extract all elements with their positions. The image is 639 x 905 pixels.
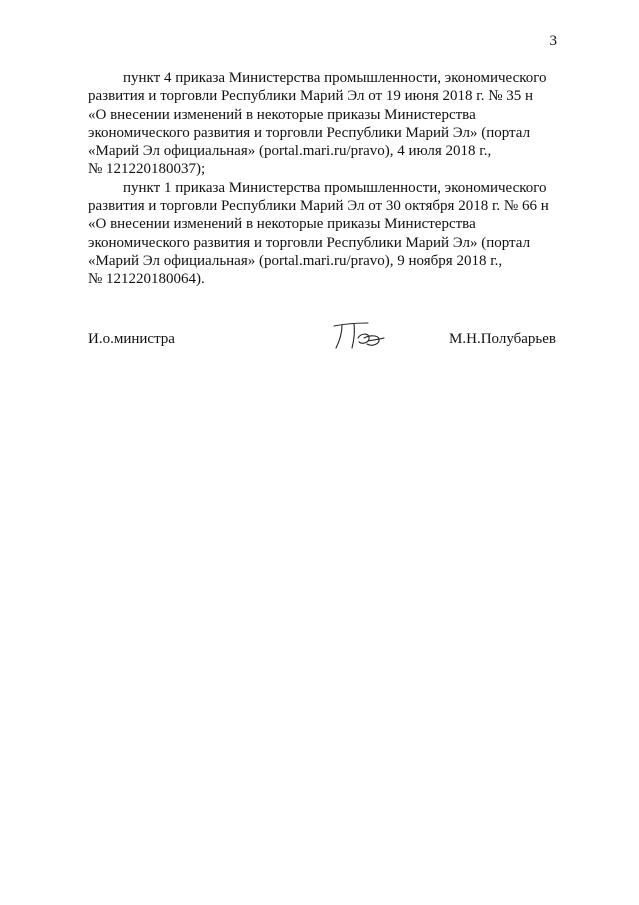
signature-block bbox=[88, 330, 556, 350]
page-number: 3 bbox=[549, 33, 557, 49]
handwritten-signature bbox=[330, 318, 386, 352]
signatory-position: И.о.министра bbox=[88, 331, 175, 347]
paragraph-item-4: пункт 4 приказа Министерства промышленности, экономического развития и торговли Республики Марий Эл от 19 июня 2018 г. № 35 н «О внесении изменений в некоторые приказы Министерства экономического развития и торговли Республики Марий Эл» (портал «Марий Эл официальная» (portal.mari.ru/pravo), 4 июля 2018 г., № 121220180037); bbox=[88, 70, 547, 178]
document-body bbox=[88, 69, 556, 289]
signatory-name: М.Н.Полубарьев bbox=[449, 331, 556, 347]
paragraph-item-1: пункт 1 приказа Министерства промышленности, экономического развития и торговли Республики Марий Эл от 30 октября 2018 г. № 66 н «О внесении изменений в некоторые приказы Министерства экономического развития и торговли Республики Марий Эл» (портал «Марий Эл официальная» (portal.mari.ru/pravo), 9 ноября 2018 г., № 121220180064). bbox=[88, 179, 549, 288]
